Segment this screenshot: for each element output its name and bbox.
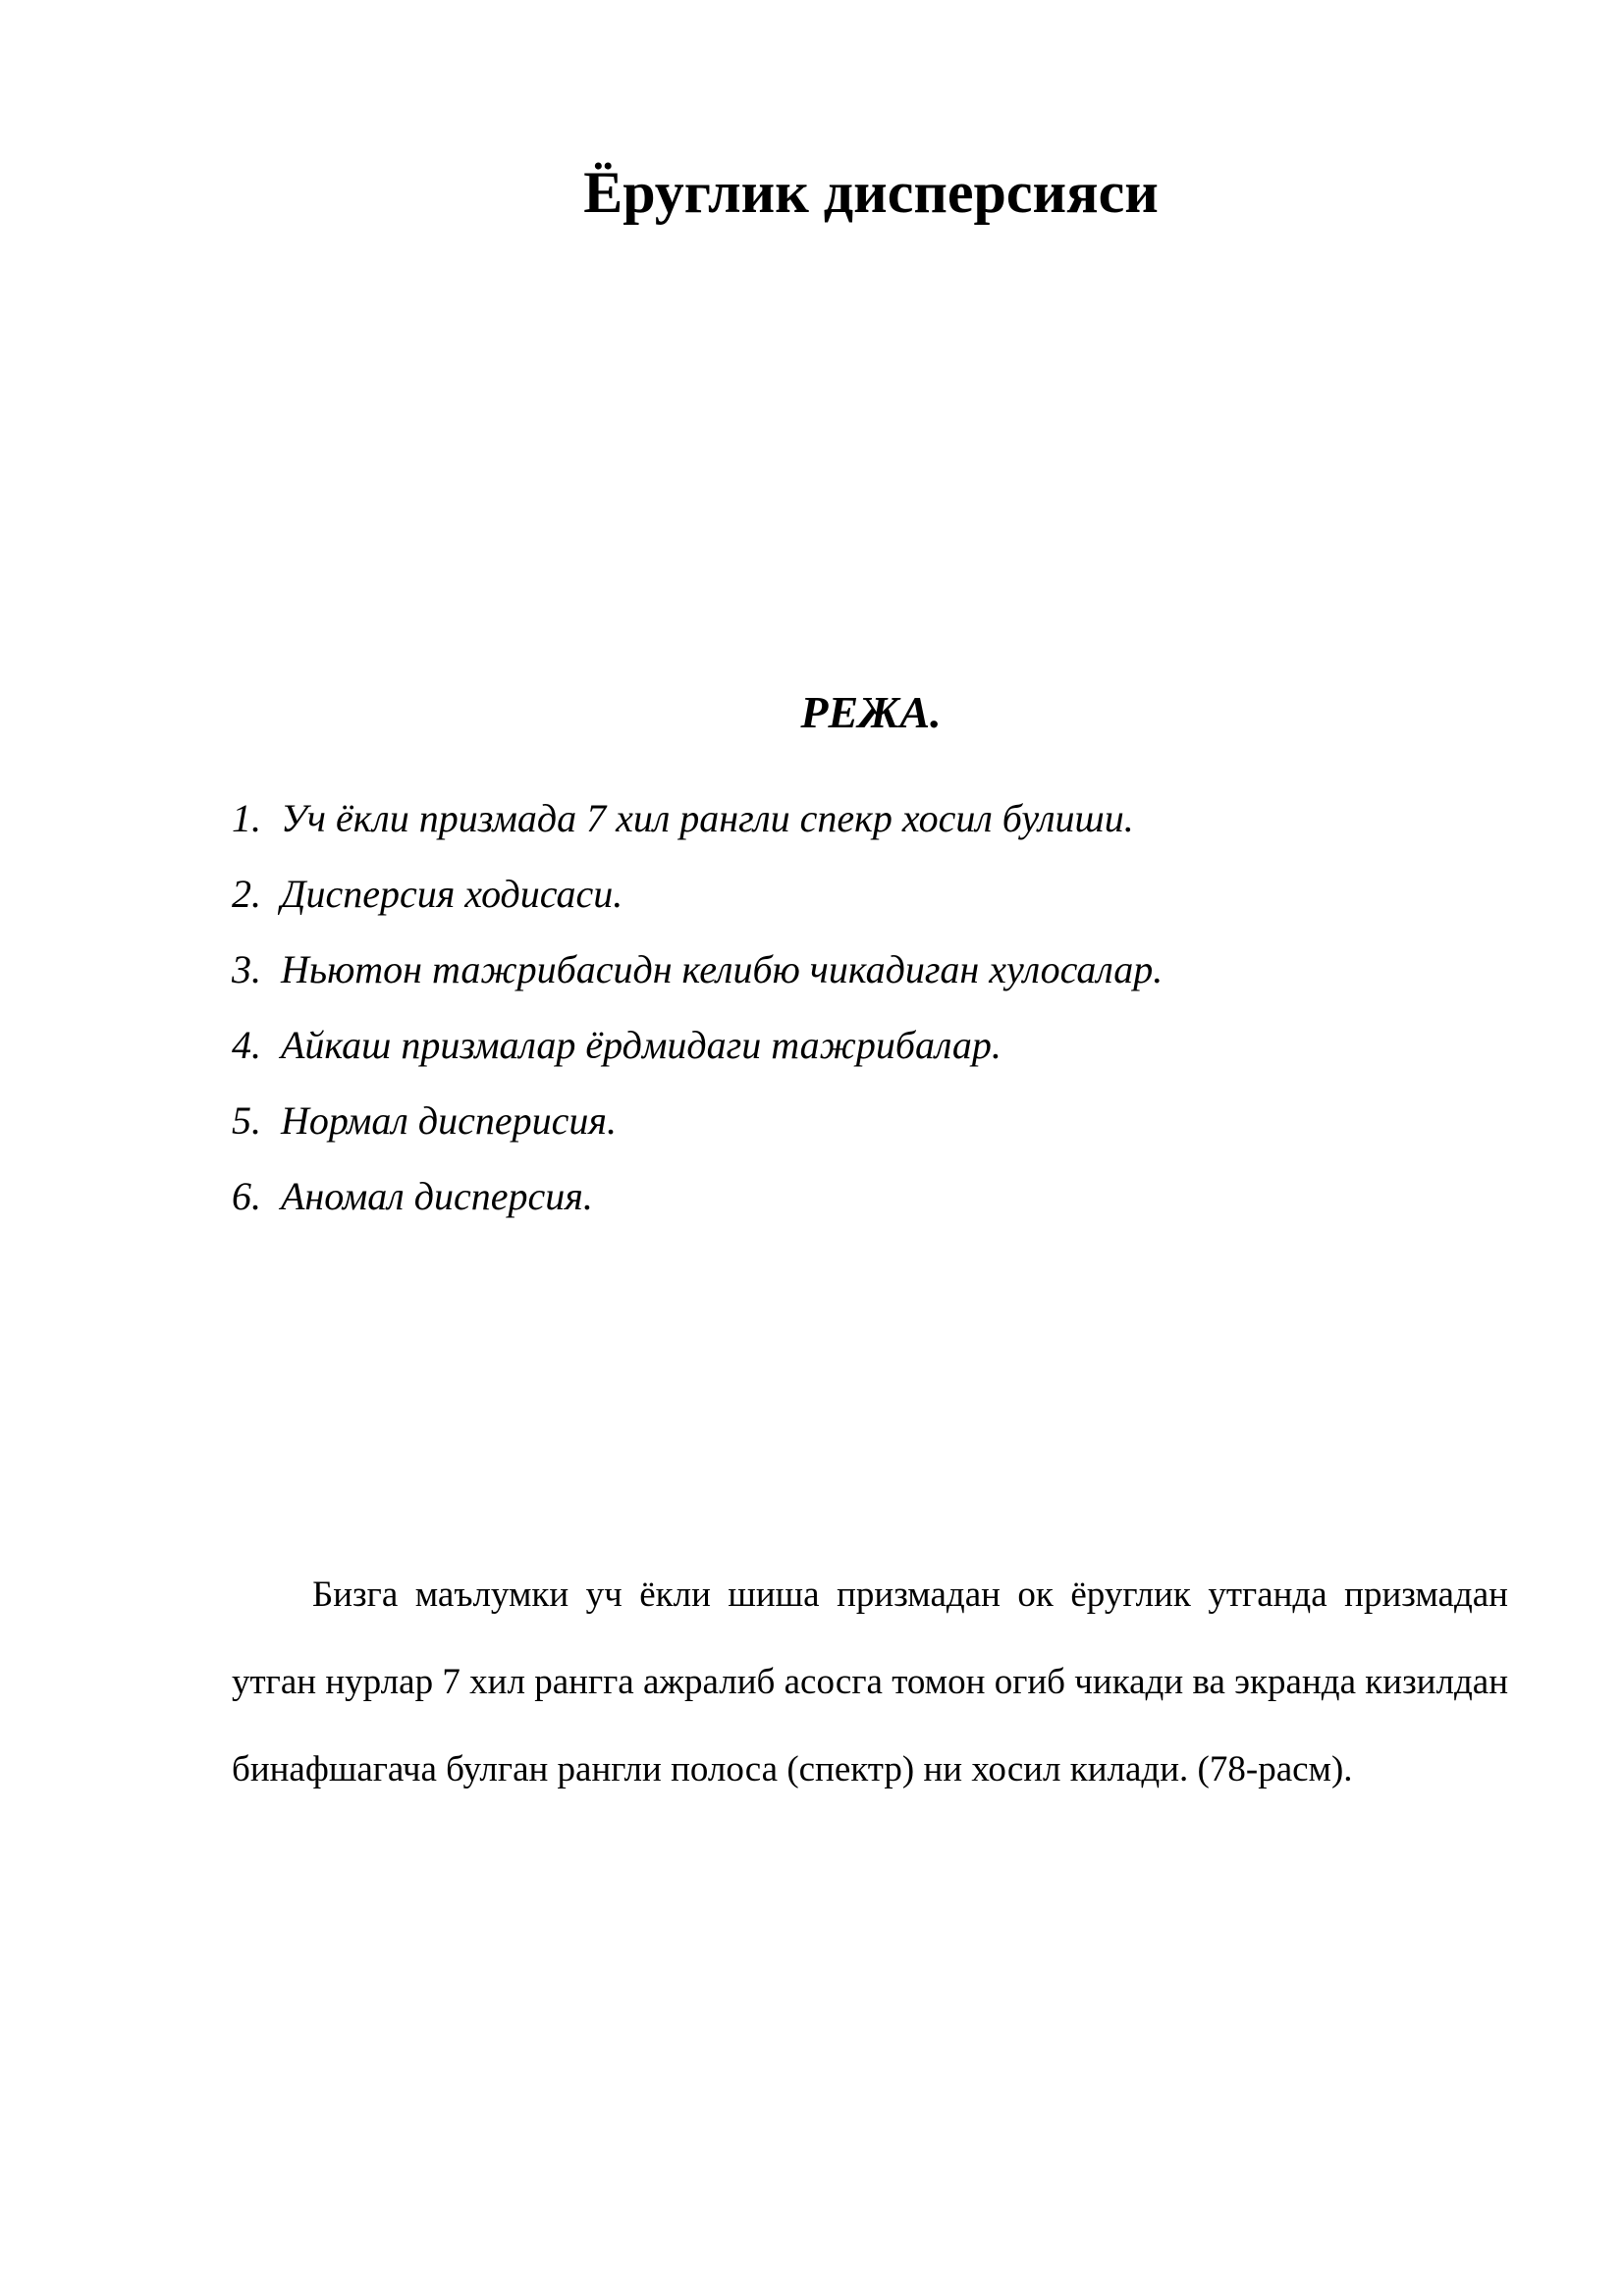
plan-item-text: Уч ёкли призмада 7 хил рангли спекр хосил булиши.: [281, 796, 1134, 840]
plan-item-number: 1.: [232, 796, 261, 840]
plan-heading: РЕЖА.: [800, 687, 942, 737]
plan-item-number: 3.: [232, 947, 261, 991]
plan-item-text: Аномал дисперсия.: [281, 1174, 593, 1218]
plan-item-text: Дисперсия ходисаси.: [281, 872, 623, 916]
plan-item-number: 6.: [232, 1174, 261, 1218]
body-paragraph: Бизга маълумки уч ёкли шиша призмадан ок ёруглик утганда призмадан утган нурлар 7 хил рангга ажралиб асосга томон огиб чикади ва экранда кизилдан бинафшагача булган рангли полоса (спектр) ни хосил килади. (78-расм).: [232, 1575, 1508, 1789]
plan-item-text: Айкаш призмалар ёрдмидаги тажрибалар.: [281, 1023, 1001, 1067]
document-title: Ёруглик дисперсияси: [583, 160, 1159, 225]
plan-item-text: Нормал дисперисия.: [281, 1098, 617, 1143]
plan-list: [232, 793, 1508, 1247]
plan-item: [232, 1095, 1508, 1147]
plan-item: [232, 869, 1508, 920]
plan-item: [232, 793, 1508, 844]
plan-item-number: 4.: [232, 1023, 261, 1067]
plan-item-number: 5.: [232, 1098, 261, 1143]
plan-item: [232, 1171, 1508, 1222]
plan-item-number: 2.: [232, 872, 261, 916]
plan-item-text: Ньютон тажрибасидн келибю чикадиган хулосалар.: [281, 947, 1164, 991]
plan-item: [232, 944, 1508, 995]
plan-item: [232, 1020, 1508, 1071]
